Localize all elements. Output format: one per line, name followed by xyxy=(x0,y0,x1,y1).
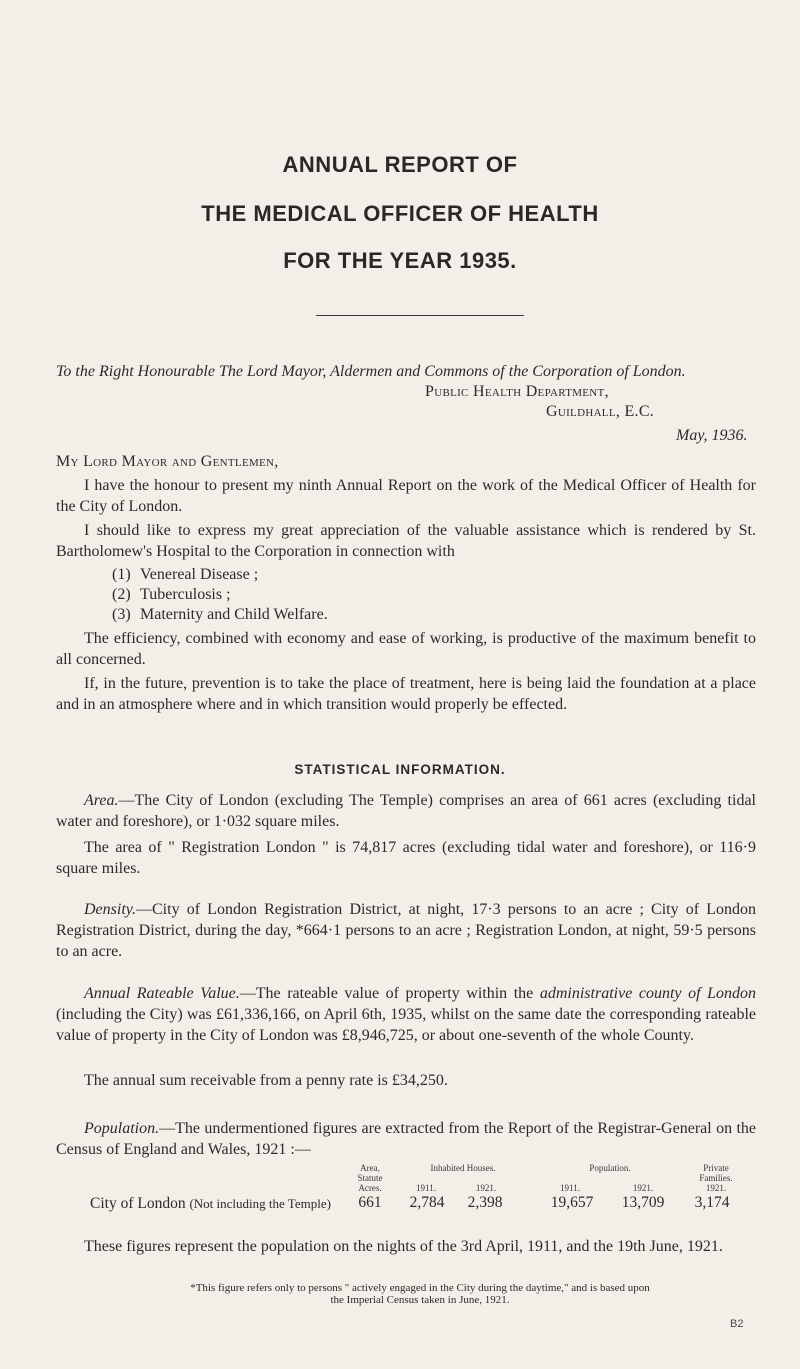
col-header-year: 1911. xyxy=(416,1183,436,1193)
report-title-line-2: THE MEDICAL OFFICER OF HEALTH xyxy=(201,201,599,226)
salutation: My Lord Mayor and Gentlemen, xyxy=(56,453,279,470)
title-divider xyxy=(316,315,524,316)
col-header-year: 1921. xyxy=(475,1183,497,1193)
report-title-line-1: ANNUAL REPORT OF xyxy=(282,152,518,177)
density-paragraph: Density.—City of London Registration District, at night, 17·3 persons to an acre ; City of London Registration District, during the day, *664·1 persons to an acre ; Registration London, at night, 59·5 persons to an acre. xyxy=(56,901,756,960)
table-row-label: City of London (Not including the Temple) xyxy=(90,1195,331,1212)
intro-paragraph-2: I should like to express my great appreciation of the valuable assistance which is rendered by St. Bartholomew's Hospital to the Corporation in connection with xyxy=(56,522,756,560)
intro-paragraph-4: If, in the future, prevention is to take the place of treatment, here is being laid the foundation at a place and in an atmosphere where and in which transition would properly be effected. xyxy=(56,675,756,713)
intro-paragraph-1: I have the honour to present my ninth Annual Report on the work of the Medical Officer of Health for the City of London. xyxy=(56,477,756,515)
cell-houses-1911: 2,784 xyxy=(409,1194,445,1211)
population-paragraph: Population.—The undermentioned figures are extracted from the Report of the Registrar-General on the Census of England and Wales, 1921 :— xyxy=(56,1120,756,1158)
department: Public Health Department, xyxy=(425,383,609,400)
cell-houses-1921: 2,398 xyxy=(467,1194,503,1211)
col-header-area: Area, Statute Acres. xyxy=(357,1163,383,1193)
addressee: To the Right Honourable The Lord Mayor, Aldermen and Commons of the Corporation of London. xyxy=(56,363,686,380)
footnote-line-2: the Imperial Census taken in June, 1921. xyxy=(330,1294,510,1306)
footnote-line-1: *This figure refers only to persons " actively engaged in the City during the daytime," and is based upon xyxy=(190,1282,650,1294)
penny-rate-paragraph: The annual sum receivable from a penny rate is £34,250. xyxy=(84,1072,448,1089)
cell-population-1921: 13,709 xyxy=(621,1194,665,1211)
col-header-houses: Inhabited Houses. xyxy=(430,1163,496,1173)
rateable-value-paragraph: Annual Rateable Value.—The rateable value of property within the administrative county of London (including the City) was £61,336,166, on April 6th, 1935, whilst on the same date the corresponding rateable value of property in the City of London was £8,946,725, or about one-seventh of the whole County. xyxy=(56,985,756,1044)
cell-population-1911: 19,657 xyxy=(550,1194,594,1211)
col-header-year: 1921. xyxy=(632,1183,654,1193)
registration-area-paragraph: The area of " Registration London " is 74,817 acres (excluding tidal water and foreshore), or 116·9 square miles. xyxy=(56,839,756,877)
list-item: (3) Maternity and Child Welfare. xyxy=(112,606,328,623)
report-title-line-3: FOR THE YEAR 1935. xyxy=(283,248,517,273)
col-header-families: Private Families. 1921. xyxy=(699,1163,733,1193)
col-header-year: 1911. xyxy=(560,1183,580,1193)
list-item: (1) Venereal Disease ; xyxy=(112,566,259,583)
area-paragraph: Area.—The City of London (excluding The Temple) comprises an area of 661 acres (excluding tidal water and foreshore), or 1·032 square miles. xyxy=(56,792,756,830)
page-number: B2 xyxy=(730,1318,744,1330)
report-date: May, 1936. xyxy=(676,427,748,444)
section-heading: STATISTICAL INFORMATION. xyxy=(294,762,506,777)
cell-families-1921: 3,174 xyxy=(694,1194,730,1211)
col-header-population: Population. xyxy=(589,1163,631,1173)
closing-paragraph: These figures represent the population on the nights of the 3rd April, 1911, and the 19th June, 1921. xyxy=(84,1238,723,1255)
list-item: (2) Tuberculosis ; xyxy=(112,586,231,603)
place: Guildhall, E.C. xyxy=(546,403,655,420)
intro-paragraph-3: The efficiency, combined with economy and ease of working, is productive of the maximum benefit to all concerned. xyxy=(56,630,756,668)
cell-area: 661 xyxy=(358,1194,382,1211)
